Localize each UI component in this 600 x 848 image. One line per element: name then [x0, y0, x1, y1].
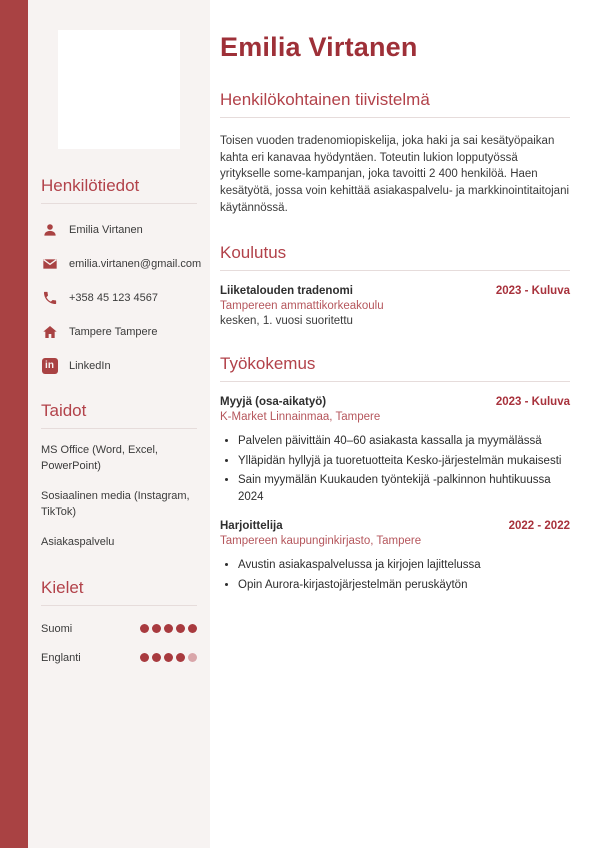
divider	[41, 203, 197, 204]
level-dot-empty	[188, 653, 197, 662]
level-dot-filled	[188, 624, 197, 633]
divider	[220, 381, 570, 382]
divider	[220, 270, 570, 271]
contact-name-label: Emilia Virtanen	[69, 223, 143, 236]
photo-placeholder	[58, 30, 180, 149]
contact-list	[41, 221, 202, 374]
language-level-dots	[140, 624, 197, 633]
language-row	[41, 623, 197, 635]
contact-item-phone	[41, 289, 197, 306]
education-entry	[220, 285, 570, 327]
job-bullet: • Opin Aurora-kirjastojärjestelmän peruskäytön	[238, 577, 570, 594]
employer-name: Tampereen kaupunginkirjasto, Tampere	[220, 535, 422, 548]
home-icon	[41, 323, 58, 340]
level-dot-filled	[140, 624, 149, 633]
level-dot-filled	[152, 624, 161, 633]
skills-list	[41, 443, 197, 551]
divider	[41, 428, 197, 429]
education-section-title: Koulutus	[220, 243, 287, 263]
envelope-icon	[41, 255, 58, 272]
phone-icon	[41, 289, 58, 306]
contact-item-name	[41, 221, 197, 238]
contact-item-email	[41, 255, 202, 272]
job-title: Myyjä (osa-aikatyö)	[220, 396, 327, 409]
level-dot-filled	[164, 653, 173, 662]
experience-entry	[220, 520, 570, 594]
level-dot-filled	[176, 653, 185, 662]
level-dot-filled	[176, 624, 185, 633]
person-name-title: Emilia Virtanen	[220, 32, 418, 62]
level-dot-filled	[164, 624, 173, 633]
job-bullet-list	[238, 433, 570, 506]
degree-title: Liiketalouden tradenomi	[220, 285, 353, 298]
skills-section-title: Taidot	[41, 401, 87, 420]
language-label: Englanti	[41, 651, 81, 664]
languages-section-title: Kielet	[41, 577, 84, 597]
language-label: Suomi	[41, 622, 73, 635]
experience-section-title: Työkokemus	[220, 354, 316, 374]
summary-text: Toisen vuoden tradenomiopiskelija, joka haki ja sai kesätyöpaikan kahta eri kanavaa hyödyntäen. Toteutin lukion lopputyössä yritykselle some-kampanjan, joka tavoitti 2 400 henkilöä. Haen kesätyötä, jossa voin kehittää asiakaspalvelu- ja markkinointitaitojani käytännössä.	[220, 135, 570, 214]
job-bullet: • Sain myymälän Kuukauden työntekijä -palkinnon huhtikuussa 2024	[238, 472, 570, 507]
language-level-dots	[140, 653, 197, 662]
sidebar	[28, 0, 210, 848]
job-bullet: • Ylläpidän hyllyjä ja tuoretuotteita Kesko-järjestelmän mukaisesti	[238, 453, 570, 470]
person-icon	[41, 221, 58, 238]
divider	[220, 117, 570, 118]
contact-item-address	[41, 323, 197, 340]
experience-entry	[220, 396, 570, 506]
contact-linkedin-label: LinkedIn	[69, 359, 111, 372]
contact-item-linkedin	[41, 357, 197, 374]
job-dates: 2022 - 2022	[508, 520, 570, 533]
experience-entry-header	[220, 520, 570, 532]
main-content	[220, 0, 570, 594]
language-row	[41, 652, 197, 664]
contact-section-title: Henkilötiedot	[41, 176, 140, 195]
job-bullet: • Avustin asiakaspalvelussa ja kirjojen lajittelussa	[238, 557, 570, 574]
summary-section-title: Henkilökohtainen tiivistelmä	[220, 90, 430, 109]
divider	[41, 605, 197, 606]
level-dot-filled	[152, 653, 161, 662]
education-note: kesken, 1. vuosi suoritettu	[220, 315, 353, 328]
job-dates: 2023 - Kuluva	[495, 396, 570, 409]
education-dates: 2023 - Kuluva	[495, 285, 570, 298]
experience-entry-header	[220, 396, 570, 408]
job-bullet: • Palvelen päivittäin 40–60 asiakasta kassalla ja myymälässä	[238, 433, 570, 450]
linkedin-icon: in	[41, 357, 58, 374]
languages-list	[41, 623, 197, 664]
employer-name: K-Market Linnainmaa, Tampere	[220, 411, 381, 424]
job-bullet-list	[238, 557, 570, 594]
level-dot-filled	[140, 653, 149, 662]
job-title: Harjoittelija	[220, 520, 283, 533]
contact-phone-label: +358 45 123 4567	[69, 291, 159, 304]
education-entry-header	[220, 285, 570, 297]
contact-email-label: emilia.virtanen@gmail.com	[69, 257, 202, 270]
skill-item: Asiakaspalvelu	[41, 535, 115, 548]
skill-item: MS Office (Word, Excel, PowerPoint)	[41, 444, 158, 472]
contact-address-label: Tampere Tampere	[69, 325, 158, 338]
left-accent-stripe	[0, 0, 28, 848]
skill-item: Sosiaalinen media (Instagram, TikTok)	[41, 489, 190, 518]
school-name: Tampereen ammattikorkeakoulu	[220, 300, 384, 313]
